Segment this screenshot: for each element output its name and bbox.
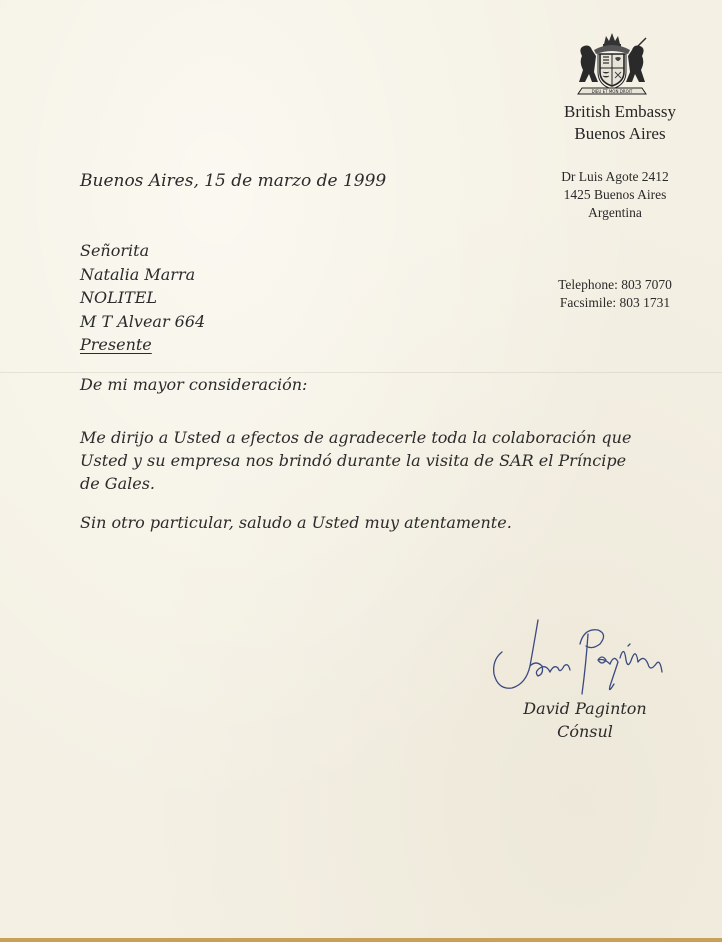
letter-paragraph	[80, 426, 631, 495]
signatory-name: David Paginton	[523, 699, 647, 718]
embassy-contact	[535, 276, 695, 312]
facsimile: Facsimile: 803 1731	[559, 295, 671, 310]
paper-bottom-edge	[0, 938, 722, 942]
paragraph-line: Usted y su empresa nos brindó durante la visita de SAR el Príncipe	[80, 451, 627, 470]
embassy-address	[535, 168, 695, 222]
recipient-presente: Presente	[80, 335, 152, 354]
embassy-name	[540, 101, 700, 145]
embassy-name-line: British Embassy	[564, 102, 676, 121]
address-street: Dr Luis Agote 2412	[561, 169, 669, 184]
letter-date: Buenos Aires, 15 de marzo de 1999	[80, 171, 387, 191]
recipient-line: M T Alvear 664	[80, 311, 206, 331]
paper-fold-line	[0, 372, 722, 373]
signatory-block	[500, 697, 670, 743]
signatory-title: Cónsul	[557, 722, 613, 741]
telephone: Telephone: 803 7070	[558, 277, 672, 292]
handwritten-signature	[488, 614, 668, 710]
recipient-line: NOLITEL	[80, 288, 158, 307]
letter-salutation: De mi mayor consideración:	[80, 375, 308, 394]
paragraph-line: Me dirijo a Usted a efectos de agradecerle toda la colaboración que	[80, 428, 632, 447]
royal-coat-of-arms-icon	[568, 30, 656, 96]
crest-motto: DIEU ET MON DROIT	[591, 89, 633, 94]
embassy-city-line: Buenos Aires	[574, 124, 666, 143]
address-country: Argentina	[588, 205, 642, 220]
address-city: 1425 Buenos Aires	[563, 187, 667, 202]
letter-closing: Sin otro particular, saludo a Usted muy atentamente.	[80, 513, 512, 532]
recipient-line: Señorita	[80, 241, 150, 260]
paragraph-line: de Gales.	[80, 474, 155, 493]
recipient-block	[80, 239, 205, 357]
recipient-line: Natalia Marra	[80, 264, 196, 284]
